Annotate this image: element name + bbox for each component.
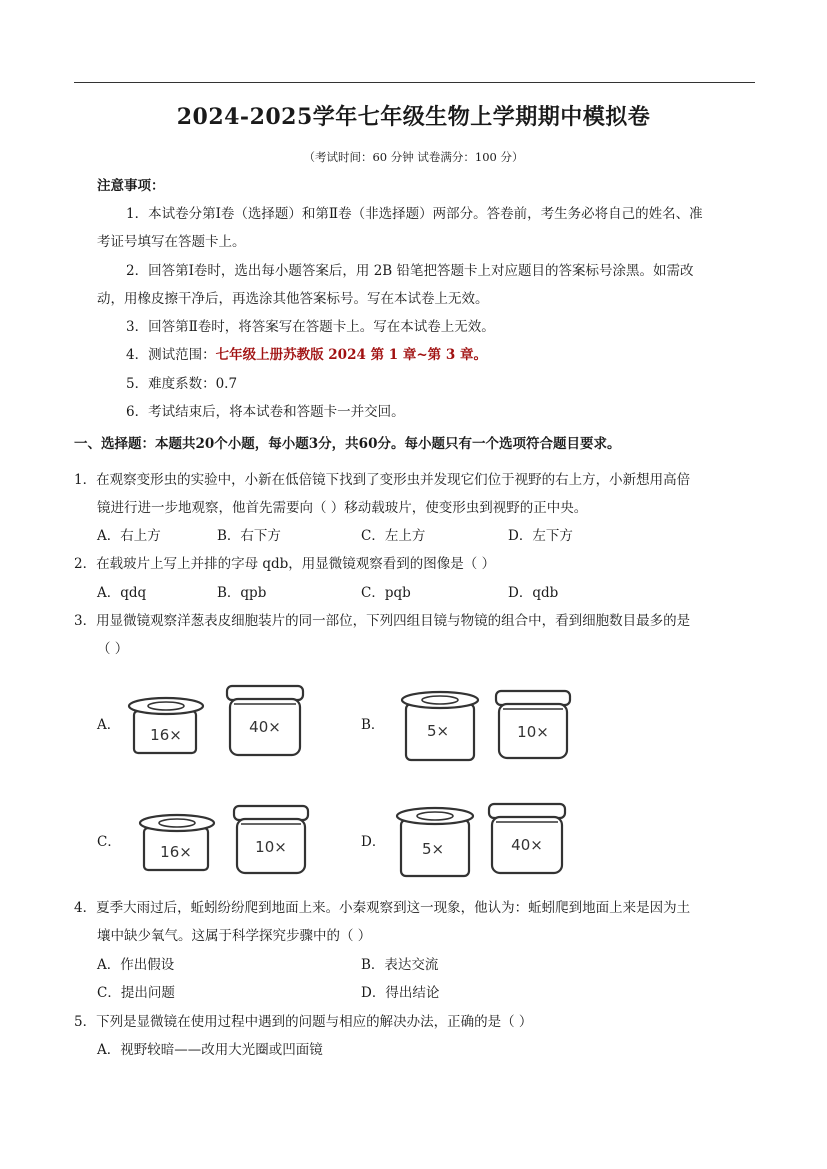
section-heading: 一、选择题：本题共20个小题，每小题3分，共60分。每小题只有一个选项符合题目要求。 xyxy=(74,436,621,452)
note-1-line-2: 考证号填写在答题卡上。 xyxy=(97,234,246,250)
q3-b-eyepiece-icon xyxy=(400,690,480,762)
q4-option-d: D．得出结论 xyxy=(361,985,440,1001)
exam-info: （考试时间：60 分钟 试卷满分：100 分） xyxy=(303,150,524,164)
q3-c-eyepiece-icon xyxy=(138,814,218,874)
note-5: 5．难度系数：0.7 xyxy=(126,376,238,392)
q3-c-objective-icon xyxy=(231,800,311,876)
q4-option-c: C．提出问题 xyxy=(97,985,175,1001)
notes-heading: 注意事项： xyxy=(97,178,165,194)
note-2-line-1: 2．回答第Ⅰ卷时，选出每小题答案后，用 2B 铅笔把答题卡上对应题目的答案标号涂黑。如需改 xyxy=(126,263,694,279)
q3-option-c: C． xyxy=(97,834,121,850)
q2-option-b: B．qpb xyxy=(217,585,267,601)
q1-option-b: B．右下方 xyxy=(217,528,281,544)
q3-option-d: D． xyxy=(361,834,386,850)
q3-d-eyepiece-icon xyxy=(395,806,475,878)
q2-line-1: 2．在载玻片上写上并排的字母 qdb，用显微镜观察看到的图像是（ ） xyxy=(74,556,496,572)
q4-option-b: B．表达交流 xyxy=(361,957,439,973)
q3-c-objective-label: 10× xyxy=(255,838,287,856)
header-rule xyxy=(74,82,755,83)
q2-option-c: C．pqb xyxy=(361,585,411,601)
note-3: 3．回答第Ⅱ卷时，将答案写在答题卡上。写在本试卷上无效。 xyxy=(126,319,495,335)
q2-option-d: D．qdb xyxy=(508,585,559,601)
q3-d-eyepiece-label: 5× xyxy=(421,840,445,858)
q3-a-eyepiece-label: 16× xyxy=(150,726,182,744)
q3-b-objective-label: 10× xyxy=(517,723,549,741)
q3-b-objective-icon xyxy=(493,685,573,761)
page-title: 2024-2025学年七年级生物上学期期中模拟卷 xyxy=(176,104,651,130)
q5-line-1: 5．下列是显微镜在使用过程中遇到的问题与相应的解决办法，正确的是（ ） xyxy=(74,1014,533,1030)
note-1-line-1: 1．本试卷分第Ⅰ卷（选择题）和第Ⅱ卷（非选择题）两部分。答卷前，考生务必将自己的姓名、准 xyxy=(126,206,703,222)
note-4 xyxy=(126,346,487,364)
q3-d-objective-label: 40× xyxy=(511,836,543,854)
q3-c-eyepiece-label: 16× xyxy=(160,843,192,861)
q5-option-a: A．视野较暗——改用大光圈或凹面镜 xyxy=(97,1042,323,1058)
q3-option-a: A． xyxy=(97,717,121,733)
q2-option-a: A．qdq xyxy=(97,585,147,601)
note-6: 6．考试结束后，将本试卷和答题卡一并交回。 xyxy=(126,404,405,420)
q1-line-1: 1．在观察变形虫的实验中，小新在低倍镜下找到了变形虫并发现它们位于视野的右上方，小新想用高倍 xyxy=(74,472,691,488)
note-4-prefix: 4．测试范围： xyxy=(126,347,216,363)
test-range: 七年级上册苏教版 2024 第 1 章~第 3 章。 xyxy=(215,347,487,363)
q3-b-eyepiece-label: 5× xyxy=(426,722,450,740)
q3-a-objective-label: 40× xyxy=(249,718,281,736)
q1-option-a: A．右上方 xyxy=(97,528,161,544)
q4-line-1: 4．夏季大雨过后，蚯蚓纷纷爬到地面上来。小秦观察到这一现象，他认为：蚯蚓爬到地面上来是因为土 xyxy=(74,900,691,916)
q3-a-objective-icon xyxy=(224,680,306,758)
q3-option-b: B． xyxy=(361,717,385,733)
q3-a-eyepiece-icon xyxy=(128,697,208,757)
q1-line-2: 镜进行进一步地观察，他首先需要向（ ）移动载玻片，使变形虫到视野的正中央。 xyxy=(97,500,588,516)
q1-option-c: C．左上方 xyxy=(361,528,426,544)
q1-option-d: D．左下方 xyxy=(508,528,573,544)
q4-line-2: 壤中缺少氧气。这属于科学探究步骤中的（ ） xyxy=(97,928,372,944)
q4-option-a: A．作出假设 xyxy=(97,957,175,973)
q3-line-2: （ ） xyxy=(97,641,129,657)
q3-line-1: 3．用显微镜观察洋葱表皮细胞装片的同一部位，下列四组目镜与物镜的组合中，看到细胞数目最多的是 xyxy=(74,613,691,629)
q3-d-objective-icon xyxy=(486,798,568,876)
note-2-line-2: 动，用橡皮擦干净后，再选涂其他答案标号。写在本试卷上无效。 xyxy=(97,291,489,307)
